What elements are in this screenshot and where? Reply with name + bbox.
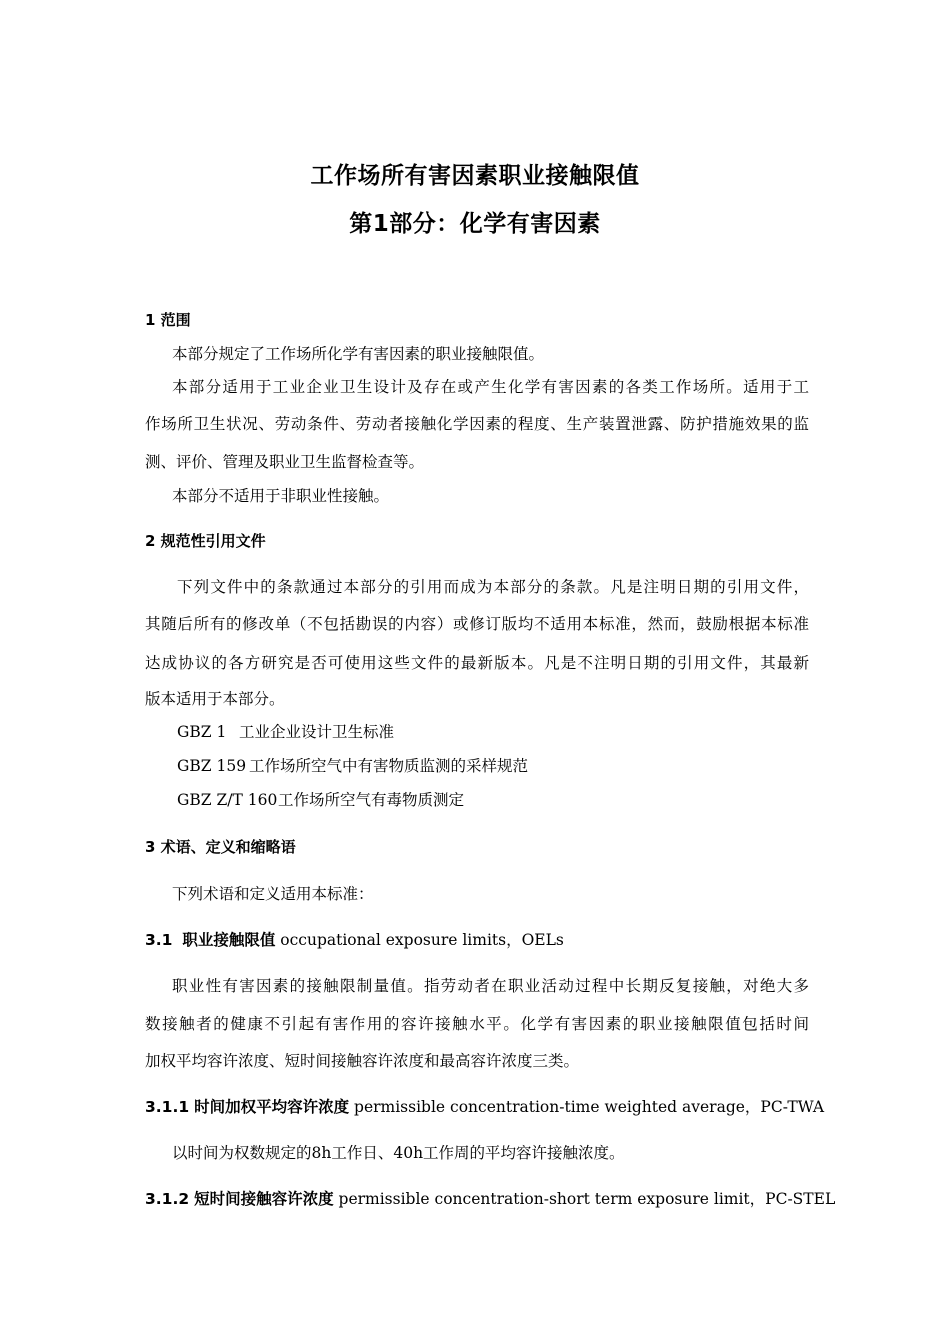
reference-item xyxy=(177,789,841,811)
reference-name: 工作场所空气有毒物质测定 xyxy=(278,791,465,809)
section-2-paragraph-line-2: 其随后所有的修改单（不包括勘误的内容）或修订版均不适用本标准，然而，鼓励根据本标准 xyxy=(145,615,809,633)
section-1-paragraph-3: 本部分不适用于非职业性接触。 xyxy=(172,487,390,505)
document-subtitle: 第1部分：化学有害因素 xyxy=(349,211,601,237)
reference-item xyxy=(177,721,841,743)
term-3-1-heading xyxy=(145,929,809,951)
term-3-1-1-english: permissible concentration-time weighted average，PC-TWA xyxy=(349,1098,825,1116)
term-3-1-2-heading xyxy=(145,1188,836,1210)
term-3-1-name: 职业接触限值 xyxy=(182,931,276,949)
section-1-paragraph-1: 本部分规定了工作场所化学有害因素的职业接触限值。 xyxy=(172,345,545,363)
reference-name: 工业企业设计卫生标准 xyxy=(239,723,395,741)
section-2-heading: 2 规范性引用文件 xyxy=(145,532,266,550)
term-3-1-1-number: 3.1.1 xyxy=(145,1098,190,1116)
reference-item xyxy=(177,755,841,777)
term-3-1-definition-line-2: 数接触者的健康不引起有害作用的容许接触水平。化学有害因素的职业接触限值包括时间 xyxy=(145,1015,809,1033)
section-1-paragraph-2-line-2: 作场所卫生状况、劳动条件、劳动者接触化学因素的程度、生产装置泄露、防护措施效果的监 xyxy=(145,415,809,433)
term-3-1-definition-line-3: 加权平均容许浓度、短时间接触容许浓度和最高容许浓度三类。 xyxy=(145,1052,580,1070)
term-3-1-2-number: 3.1.2 xyxy=(145,1190,190,1208)
term-3-1-1-definition: 以时间为权数规定的8h工作日、40h工作周的平均容许接触浓度。 xyxy=(172,1144,625,1162)
reference-code: GBZ 1 xyxy=(177,723,227,741)
section-1-heading: 1 范围 xyxy=(145,311,191,329)
section-1-paragraph-2-line-3: 测、评价、管理及职业卫生监督检查等。 xyxy=(145,453,425,471)
section-2-paragraph-line-4: 版本适用于本部分。 xyxy=(145,690,285,708)
section-3-intro: 下列术语和定义适用本标准： xyxy=(172,885,374,903)
term-3-1-1-name: 时间加权平均容许浓度 xyxy=(194,1098,350,1116)
reference-code: GBZ Z/T 160 xyxy=(177,791,278,809)
reference-name: 工作场所空气中有害物质监测的采样规范 xyxy=(249,757,529,775)
section-2-paragraph-line-3: 达成协议的各方研究是否可使用这些文件的最新版本。凡是不注明日期的引用文件，其最新 xyxy=(145,654,809,672)
section-3-heading: 3 术语、定义和缩略语 xyxy=(145,838,296,856)
term-3-1-2-name: 短时间接触容许浓度 xyxy=(194,1190,334,1208)
term-3-1-number: 3.1 xyxy=(145,931,173,949)
section-1-paragraph-2-line-1: 本部分适用于工业企业卫生设计及存在或产生化学有害因素的各类工作场所。适用于工 xyxy=(172,378,809,396)
section-2-paragraph-line-1: 下列文件中的条款通过本部分的引用而成为本部分的条款。凡是注明日期的引用文件， xyxy=(177,578,809,596)
document-title: 工作场所有害因素职业接触限值 xyxy=(310,163,640,189)
term-3-1-1-heading xyxy=(145,1096,825,1118)
reference-code: GBZ 159 xyxy=(177,757,247,775)
term-3-1-english: occupational exposure limits，OELs xyxy=(275,931,564,949)
term-3-1-2-english: permissible concentration-short term exposure limit，PC-STEL xyxy=(333,1190,836,1208)
term-3-1-definition-line-1: 职业性有害因素的接触限制量值。指劳动者在职业活动过程中长期反复接触，对绝大多 xyxy=(172,977,809,995)
